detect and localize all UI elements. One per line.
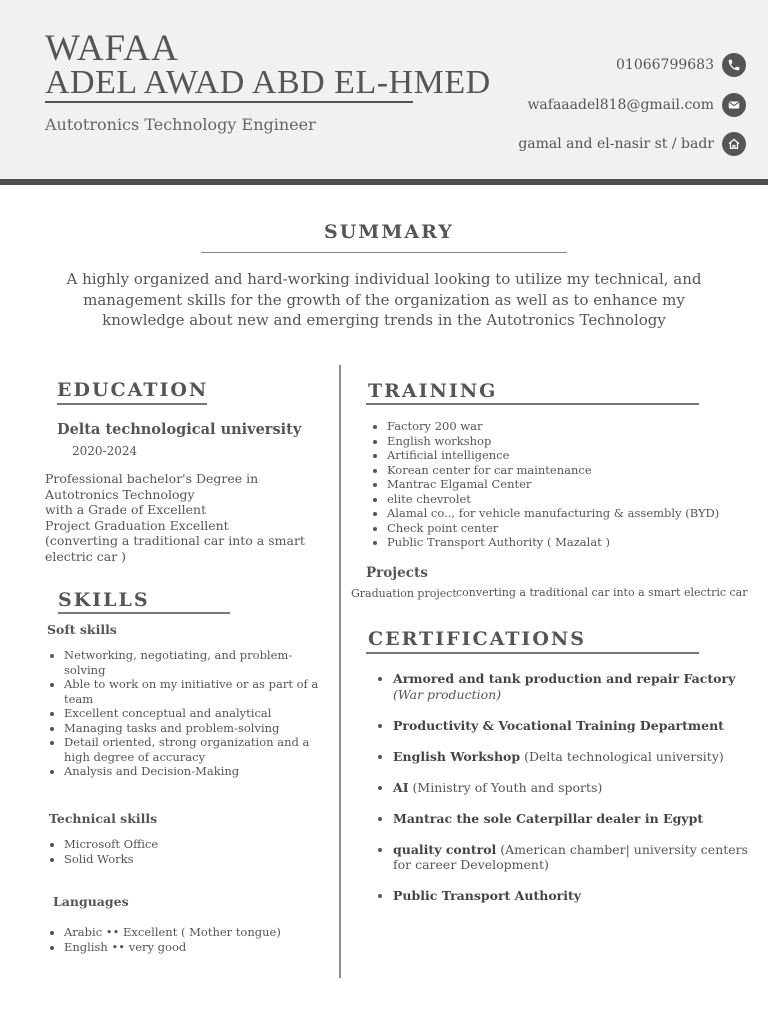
- education-school: Delta technological university: [57, 421, 302, 438]
- project-label: Graduation project: [351, 587, 457, 600]
- list-item: • quality control (American chamber| university centers for career Development): [393, 842, 753, 873]
- education-years: 2020-2024: [72, 444, 138, 458]
- education-line: Project Graduation Excellent: [45, 517, 229, 533]
- list-item: • AI (Ministry of Youth and sports): [393, 780, 753, 796]
- list-item: • Factory 200 war: [387, 419, 767, 434]
- list-item: • Solid Works: [64, 852, 329, 867]
- list-item: • Public Transport Authority: [393, 888, 753, 904]
- projects-heading: Projects: [366, 565, 428, 581]
- skills-underline: [58, 612, 230, 614]
- training-title: TRAINING: [368, 380, 498, 402]
- contact-phone: [616, 53, 746, 77]
- project-text: converting a traditional car into a smart electric car: [456, 586, 748, 599]
- certifications-list: [373, 671, 753, 919]
- contact-email: [527, 93, 746, 117]
- list-item: • Analysis and Decision-Making: [64, 764, 329, 779]
- education-underline: [57, 403, 207, 405]
- list-item: • Excellent conceptual and analytical: [64, 706, 329, 721]
- home-icon: [722, 132, 746, 156]
- certifications-title: CERTIFICATIONS: [368, 628, 586, 650]
- phone-icon: [722, 53, 746, 77]
- list-item: • Microsoft Office: [64, 837, 329, 852]
- email-text[interactable]: wafaaadel818@gmail.com: [527, 97, 714, 113]
- list-item: • Networking, negotiating, and problem-solving: [64, 648, 329, 677]
- list-item: • Mantrac the sole Caterpillar dealer in Egypt: [393, 811, 753, 827]
- technical-skills-heading: Technical skills: [49, 811, 158, 826]
- summary-title: SUMMARY: [324, 221, 454, 243]
- mail-icon: [722, 93, 746, 117]
- soft-skills-list: [45, 648, 329, 779]
- training-list: [368, 419, 767, 550]
- education-title: EDUCATION: [57, 379, 209, 401]
- list-item: • English Workshop (Delta technological university): [393, 749, 753, 765]
- list-item: • Managing tasks and problem-solving: [64, 721, 329, 736]
- list-item: • Arabic •• Excellent ( Mother tongue): [64, 925, 344, 940]
- list-item: • Check point center: [387, 521, 767, 536]
- first-name: WAFAA: [45, 28, 179, 69]
- list-item: • English workshop: [387, 434, 767, 449]
- technical-skills-list: [45, 837, 329, 866]
- list-item: • Armored and tank production and repair Factory (War production): [393, 671, 753, 702]
- name-underline: [45, 101, 413, 103]
- list-item: • Mantrac Elgamal Center: [387, 477, 767, 492]
- summary-underline: [201, 252, 567, 253]
- list-item: • English •• very good: [64, 940, 344, 955]
- list-item: • Alamal co.., for vehicle manufacturing & assembly (BYD): [387, 506, 767, 521]
- list-item: • Productivity & Vocational Training Department: [393, 718, 753, 734]
- training-underline: [366, 403, 699, 405]
- job-title: Autotronics Technology Engineer: [45, 115, 316, 134]
- education-line: Professional bachelor's Degree in Autotronics Technology: [45, 471, 259, 502]
- header-divider-bar: [0, 179, 768, 185]
- languages-heading: Languages: [53, 894, 129, 909]
- education-details: [45, 471, 330, 564]
- education-line: with a Grade of Excellent: [45, 502, 207, 517]
- contact-address: [518, 132, 746, 156]
- last-name: ADEL AWAD ABD EL-HMED: [45, 64, 491, 101]
- skills-title: SKILLS: [58, 589, 150, 611]
- certifications-underline: [366, 652, 699, 654]
- list-item: • Public Transport Authority ( Mazalat ): [387, 535, 767, 550]
- list-item: • Artificial intelligence: [387, 448, 767, 463]
- phone-text: 01066799683: [616, 57, 714, 73]
- list-item: • elite chevrolet: [387, 492, 767, 507]
- education-line: (converting a traditional car into a smart electric car ): [45, 533, 305, 564]
- soft-skills-heading: Soft skills: [47, 622, 117, 637]
- column-divider: [339, 365, 341, 978]
- list-item: • Korean center for car maintenance: [387, 463, 767, 478]
- address-text: gamal and el-nasir st / badr: [518, 136, 714, 152]
- summary-text: A highly organized and hard-working individual looking to utilize my technical, and management skills for the growth of the organization as well as to enhance my knowledge about new and emerging trends in the Autotronics Technology: [66, 270, 702, 329]
- list-item: • Able to work on my initiative or as part of a team: [64, 677, 329, 706]
- list-item: • Detail oriented, strong organization and a high degree of accuracy: [64, 735, 329, 764]
- languages-list: [45, 925, 344, 954]
